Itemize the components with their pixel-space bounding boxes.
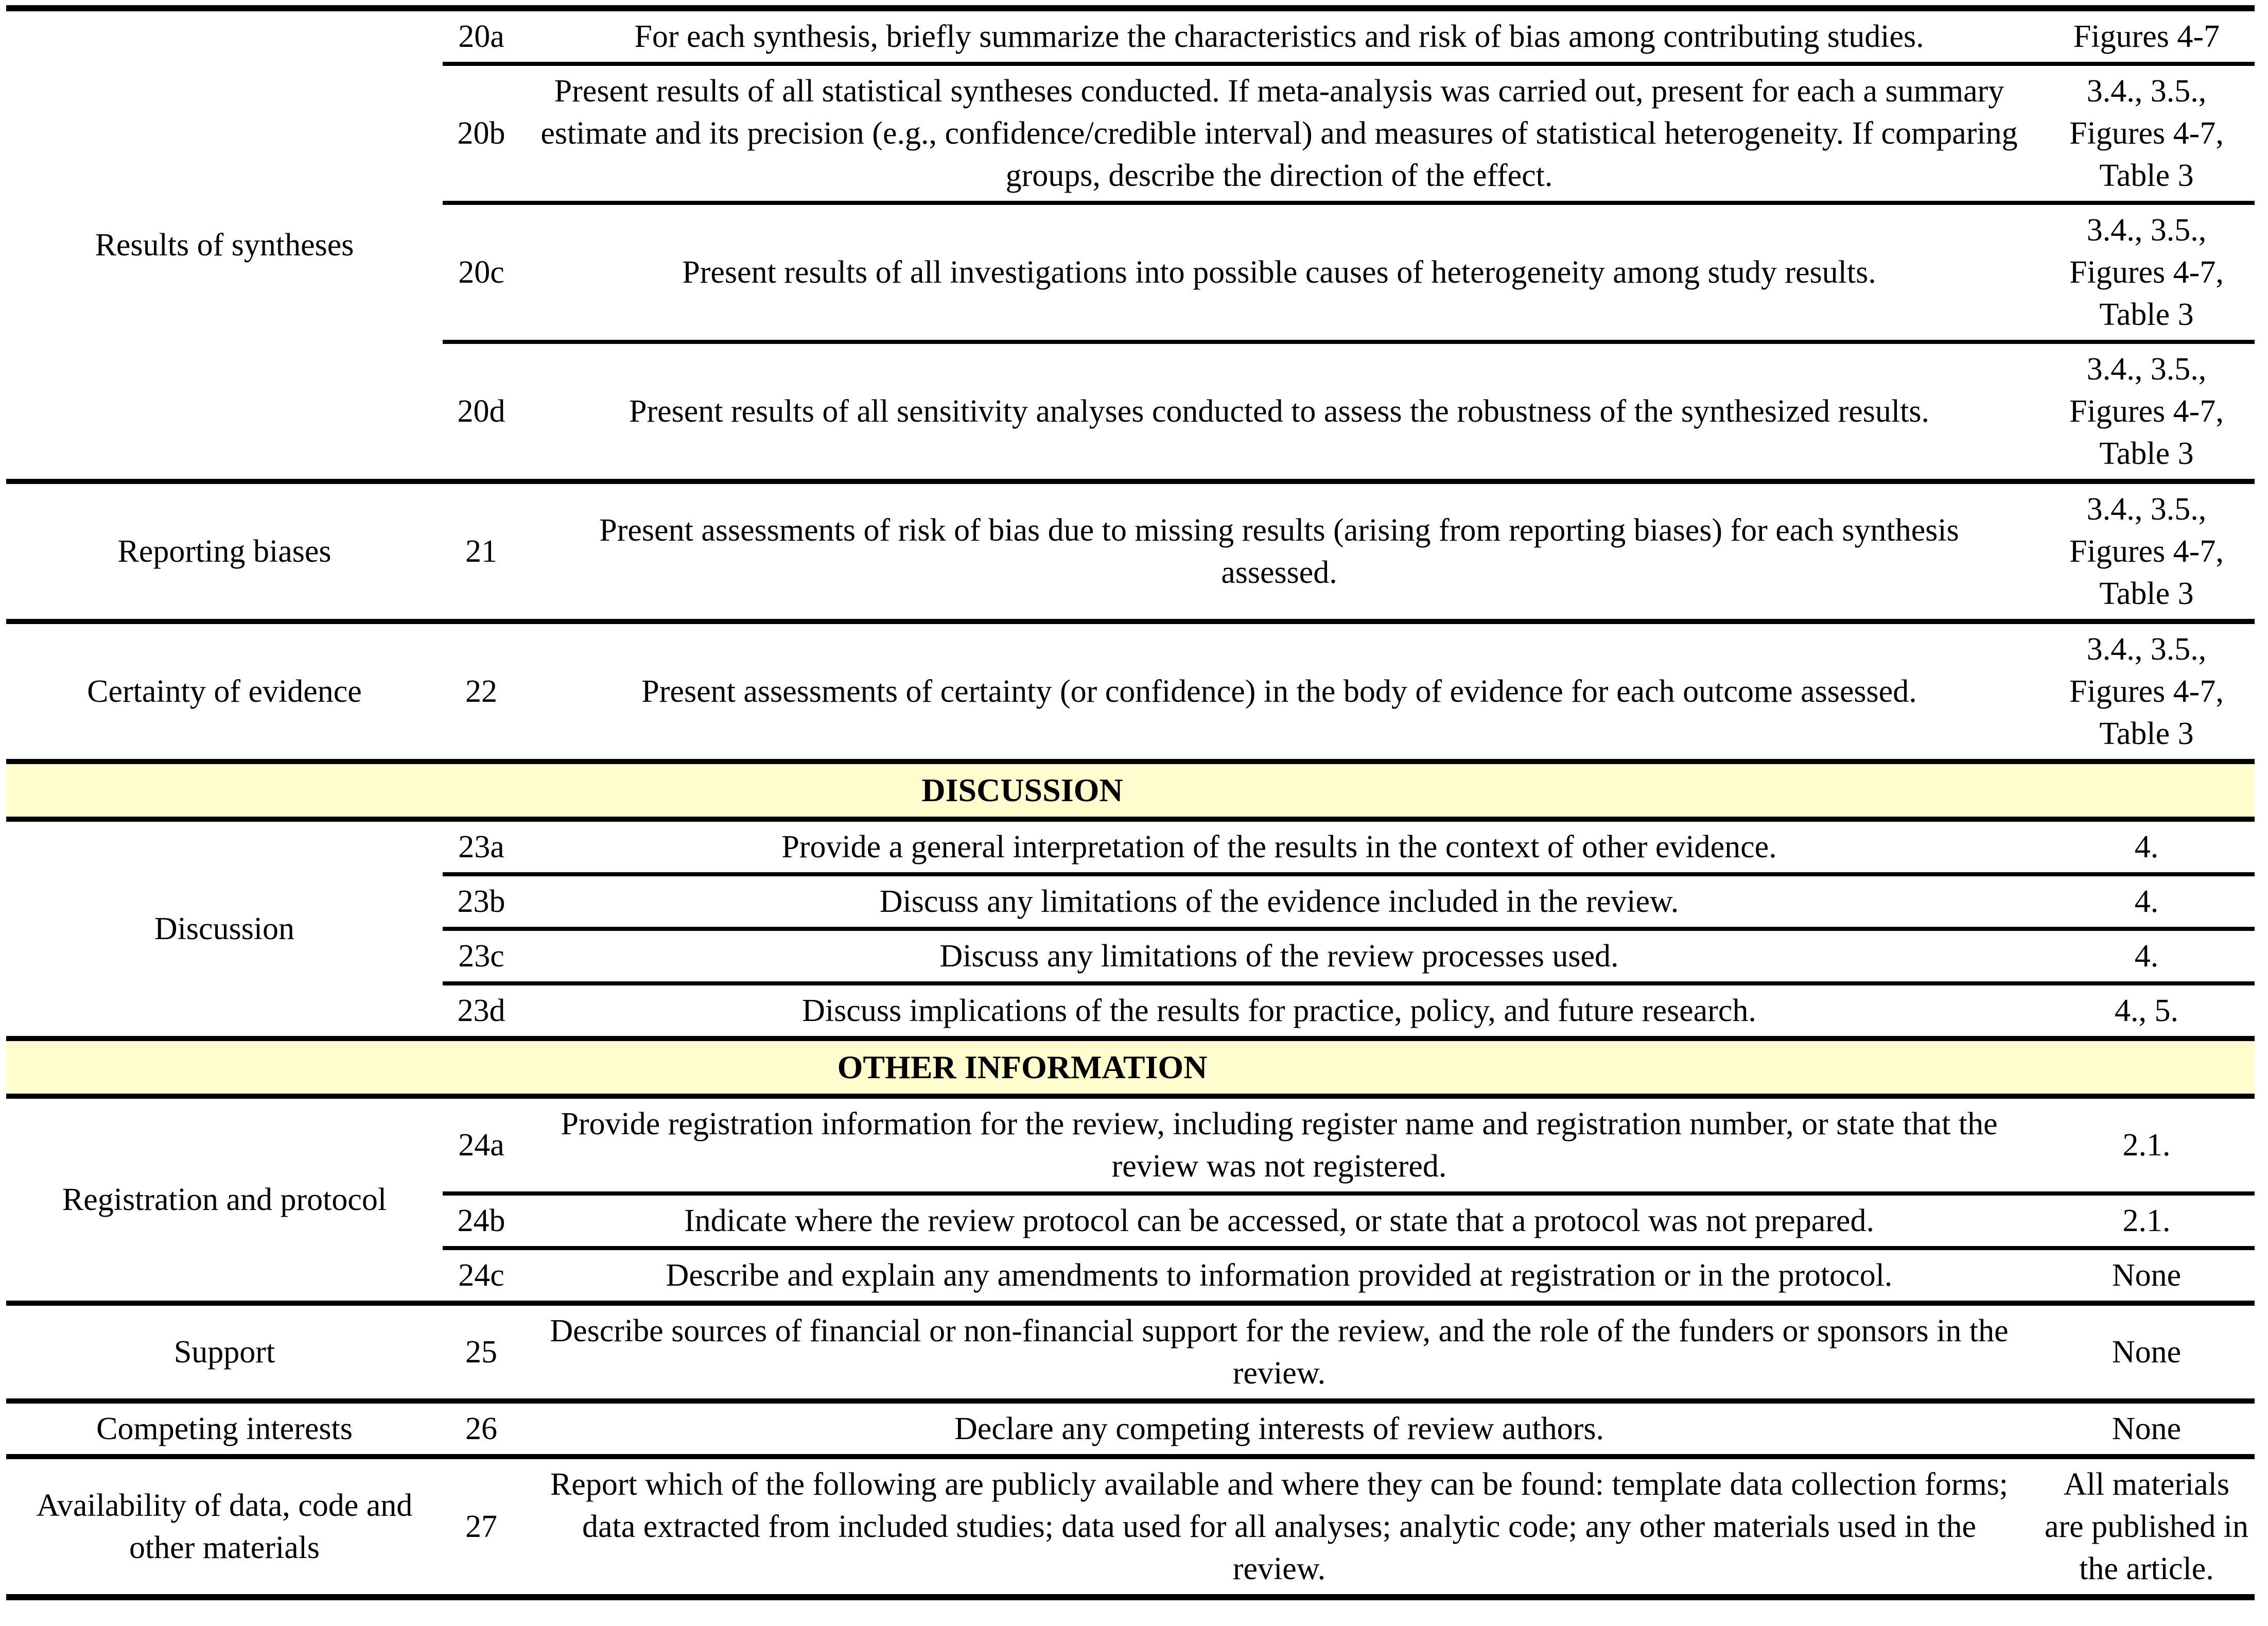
item-description-cell: [520, 931, 2038, 981]
section-label-cell: [6, 1404, 443, 1454]
item-number-cell: [443, 985, 520, 1036]
item-number-cell: [443, 1250, 520, 1301]
item-description-cell: [520, 985, 2038, 1036]
item-description: For each synthesis, briefly summarize the characteristics and risk of bias among contributing studies.: [634, 19, 1924, 54]
section-label: Reporting biases: [117, 534, 332, 569]
item-location-cell: [2038, 1196, 2255, 1246]
item-number-cell: [443, 1099, 520, 1191]
checklist-item-row: [443, 981, 2255, 1036]
section-heading-band: [6, 1036, 2255, 1094]
item-description: Describe and explain any amendments to information provided at registration or in the protocol.: [666, 1258, 1893, 1293]
item-description: Describe sources of financial or non-financial support for the review, and the role of the funders or sponsors in the review.: [550, 1313, 2009, 1391]
item-description: Discuss any limitations of the evidence included in the review.: [879, 884, 1679, 919]
item-description: Provide a general interpretation of the results in the context of other evidence.: [781, 829, 1777, 864]
item-number: 20b: [457, 116, 505, 151]
item-location: 3.4., 3.5., Figures 4-7, Table 3: [2069, 213, 2224, 332]
checklist-section: [6, 1094, 2255, 1301]
item-description-cell: [520, 1196, 2038, 1246]
item-number: 21: [465, 534, 497, 569]
section-label: Discussion: [154, 911, 295, 946]
section-label: Certainty of evidence: [87, 674, 362, 709]
item-number-cell: [443, 624, 520, 759]
item-number: 25: [465, 1335, 497, 1370]
item-description-cell: [520, 1404, 2038, 1454]
section-label-cell: [6, 624, 443, 759]
section-label-cell: [6, 1099, 443, 1301]
item-number-cell: [443, 1404, 520, 1454]
section-rows: [443, 11, 2255, 479]
section-heading-cell: [6, 764, 2038, 817]
checklist-section: [6, 619, 2255, 759]
section-rows: [443, 1099, 2255, 1301]
section-rows: [443, 1459, 2255, 1594]
item-location-cell: [2038, 876, 2255, 927]
section-heading-cell: [6, 1041, 2038, 1094]
section-rows: [443, 484, 2255, 619]
section-rows: [443, 624, 2255, 759]
item-number: 26: [465, 1411, 497, 1446]
item-location-cell: [2038, 1306, 2255, 1398]
item-location-cell: [2038, 11, 2255, 62]
checklist-item-row: [443, 11, 2255, 62]
item-number: 24c: [458, 1258, 504, 1293]
item-number: 23d: [457, 993, 505, 1028]
checklist-section: [6, 1454, 2255, 1594]
item-location-cell: [2038, 1404, 2255, 1454]
item-location: None: [2112, 1258, 2182, 1293]
item-description-cell: [520, 1099, 2038, 1191]
checklist-section: [6, 479, 2255, 619]
item-number-cell: [443, 66, 520, 201]
item-number-cell: [443, 1196, 520, 1246]
item-description: Present results of all investigations into possible causes of heterogeneity among study results.: [682, 255, 1876, 290]
item-description: Indicate where the review protocol can be accessed, or state that a protocol was not prepared.: [684, 1203, 1874, 1238]
item-number: 22: [465, 674, 497, 709]
item-location: 2.1.: [2122, 1203, 2171, 1238]
item-description: Provide registration information for the review, including register name and registration number, or state that the review was not registered.: [561, 1106, 1998, 1184]
item-location-cell: [2038, 624, 2255, 759]
item-location-cell: [2038, 931, 2255, 981]
section-label-cell: [6, 822, 443, 1036]
checklist-section: [6, 1301, 2255, 1398]
item-number-cell: [443, 205, 520, 340]
section-label-cell: [6, 11, 443, 479]
item-description: Present results of all sensitivity analyses conducted to assess the robustness of the synthesized results.: [629, 394, 1930, 429]
item-number: 23a: [458, 829, 504, 864]
item-number: 20a: [458, 19, 504, 54]
checklist-section: [6, 817, 2255, 1036]
item-location-cell: [2038, 1250, 2255, 1301]
item-description-cell: [520, 484, 2038, 619]
item-number: 27: [465, 1509, 497, 1544]
item-location: 4.: [2134, 939, 2159, 974]
item-description: Present assessments of certainty (or confidence) in the body of evidence for each outcome assessed.: [641, 674, 1917, 709]
item-location-cell: [2038, 1459, 2255, 1594]
item-location: Figures 4-7: [2073, 19, 2220, 54]
item-description-cell: [520, 1306, 2038, 1398]
checklist-item-row: [443, 1099, 2255, 1191]
item-number: 24b: [457, 1203, 505, 1238]
item-location: 3.4., 3.5., Figures 4-7, Table 3: [2069, 352, 2224, 471]
item-location-cell: [2038, 66, 2255, 201]
item-number-cell: [443, 344, 520, 479]
section-heading-spacer: [2038, 764, 2255, 817]
section-label: Availability of data, code and other materials: [36, 1488, 413, 1565]
section-heading-label: DISCUSSION: [921, 772, 1123, 808]
item-location-cell: [2038, 344, 2255, 479]
item-number-cell: [443, 1306, 520, 1398]
section-label: Competing interests: [96, 1411, 353, 1446]
item-location: 3.4., 3.5., Figures 4-7, Table 3: [2069, 632, 2224, 751]
item-location: None: [2112, 1335, 2182, 1370]
item-location-cell: [2038, 484, 2255, 619]
checklist-item-row: [443, 1246, 2255, 1301]
checklist-item-row: [443, 872, 2255, 927]
item-location-cell: [2038, 822, 2255, 872]
item-number-cell: [443, 1459, 520, 1594]
item-description-cell: [520, 1459, 2038, 1594]
checklist-item-row: [443, 822, 2255, 872]
item-description: Present results of all statistical syntheses conducted. If meta-analysis was carried out, present for each a summary estimate and its precision (e.g., confidence/credible interval) and measures of statistical heterogeneity. If comparing groups, describe the direction of the effect.: [540, 74, 2018, 193]
checklist-item-row: [443, 340, 2255, 479]
section-rows: [443, 1306, 2255, 1398]
item-description: Declare any competing interests of review authors.: [954, 1411, 1604, 1446]
item-number: 20d: [457, 394, 505, 429]
item-number-cell: [443, 876, 520, 927]
item-description-cell: [520, 876, 2038, 927]
prisma-checklist-table: [6, 5, 2255, 1600]
checklist-item-row: [443, 201, 2255, 340]
item-number: 20c: [458, 255, 504, 290]
item-location: 3.4., 3.5., Figures 4-7, Table 3: [2069, 74, 2224, 193]
item-number-cell: [443, 822, 520, 872]
item-description: Report which of the following are publicly available and where they can be found: template data collection forms; data extracted from included studies; data used for all analyses; analytic code; any other materials used in the review.: [550, 1467, 2009, 1586]
section-label-cell: [6, 484, 443, 619]
item-description: Discuss implications of the results for practice, policy, and future research.: [802, 993, 1756, 1028]
item-location: 3.4., 3.5., Figures 4-7, Table 3: [2069, 492, 2224, 611]
item-number: 24a: [458, 1128, 504, 1163]
item-number-cell: [443, 931, 520, 981]
checklist-item-row: [443, 1191, 2255, 1246]
item-location: 4.: [2134, 829, 2159, 864]
checklist-item-row: [443, 1404, 2255, 1454]
item-location-cell: [2038, 1099, 2255, 1191]
item-description: Present assessments of risk of bias due to missing results (arising from reporting biases) for each synthesis assessed.: [599, 513, 1959, 590]
item-number: 23c: [458, 939, 504, 974]
section-label-cell: [6, 1306, 443, 1398]
checklist-item-row: [443, 62, 2255, 201]
section-heading-band: [6, 759, 2255, 817]
item-location: 4.: [2134, 884, 2159, 919]
item-number: 23b: [457, 884, 505, 919]
section-rows: [443, 1404, 2255, 1454]
item-description-cell: [520, 11, 2038, 62]
item-description: Discuss any limitations of the review processes used.: [939, 939, 1619, 974]
item-description-cell: [520, 822, 2038, 872]
item-location: All materials are published in the article.: [2044, 1467, 2248, 1586]
checklist-item-row: [443, 1459, 2255, 1594]
item-description-cell: [520, 1250, 2038, 1301]
section-heading-label: OTHER INFORMATION: [837, 1049, 1208, 1085]
item-description-cell: [520, 66, 2038, 201]
section-label: Support: [173, 1335, 275, 1370]
section-label: Registration and protocol: [62, 1182, 387, 1217]
checklist-item-row: [443, 927, 2255, 981]
checklist-item-row: [443, 484, 2255, 619]
checklist-item-row: [443, 1306, 2255, 1398]
item-location: None: [2112, 1411, 2182, 1446]
section-label: Results of syntheses: [95, 228, 354, 263]
item-location-cell: [2038, 985, 2255, 1036]
item-location: 2.1.: [2122, 1128, 2171, 1163]
checklist-item-row: [443, 624, 2255, 759]
item-description-cell: [520, 344, 2038, 479]
checklist-section: [6, 11, 2255, 479]
section-rows: [443, 822, 2255, 1036]
item-location: 4., 5.: [2115, 993, 2178, 1028]
item-description-cell: [520, 624, 2038, 759]
checklist-section: [6, 1398, 2255, 1454]
item-location-cell: [2038, 205, 2255, 340]
item-description-cell: [520, 205, 2038, 340]
section-label-cell: [6, 1459, 443, 1594]
item-number-cell: [443, 484, 520, 619]
section-heading-spacer: [2038, 1041, 2255, 1094]
item-number-cell: [443, 11, 520, 62]
